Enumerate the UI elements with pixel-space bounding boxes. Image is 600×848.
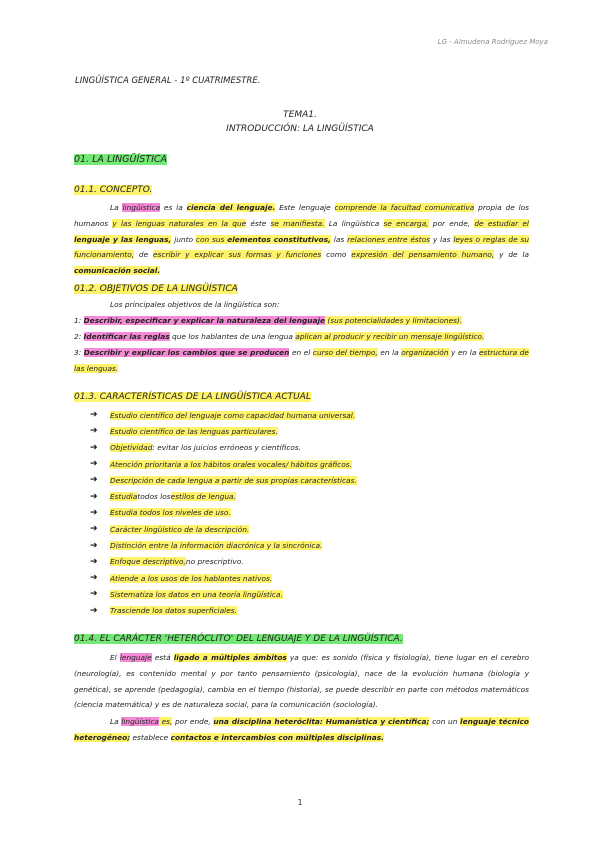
- characteristic-highlight: Atención prioritaria a los hábitos orales vocales/ hábitos gráficos.: [110, 459, 352, 469]
- text-run: en la: [377, 348, 402, 357]
- characteristic-item: [90, 586, 357, 602]
- objetivo-1: [74, 313, 529, 329]
- objetivo-3: [74, 345, 529, 377]
- text-run: elementos constitutivos,: [227, 234, 331, 244]
- text-run: El: [110, 653, 120, 662]
- arrow-icon: ➔: [90, 491, 98, 502]
- characteristic-highlight: Estudia todos los niveles de uso.: [110, 508, 231, 518]
- text-run: curso del tiempo,: [312, 348, 378, 357]
- characteristic-highlight: Descripción de cada lengua a partir de sus propias características.: [110, 475, 357, 485]
- text-run: éste: [246, 218, 271, 228]
- characteristic-highlight: Trasciende los datos superficiales.: [110, 606, 237, 616]
- text-run: propia de los humanos: [74, 203, 529, 228]
- text-run: en el: [289, 348, 313, 357]
- text-run: Describir y explicar los cambios que se producen: [83, 348, 290, 357]
- text-run: y de la: [494, 250, 529, 260]
- text-run: lingüística: [122, 203, 161, 212]
- heteroclito-paragraph-2: [74, 714, 529, 746]
- course-title: LINGÜÍSTICA GENERAL - 1º CUATRIMESTRE.: [75, 76, 261, 86]
- text-run: La lingüística: [324, 218, 384, 228]
- characteristic-item: [90, 521, 357, 537]
- characteristic-highlight: Estudio científico del lenguaje como capacidad humana universal.: [110, 410, 356, 420]
- objetivo-2: [74, 329, 529, 345]
- characteristic-text: todos los: [137, 492, 171, 502]
- text-run: y las lenguas naturales en la que: [112, 218, 247, 228]
- subsection-heading-objetivos: [74, 284, 238, 294]
- arrow-icon: ➔: [90, 573, 98, 584]
- text-run: una disciplina heteróclita: Humanística y científica;: [213, 717, 430, 726]
- tema-number: TEMA1.: [283, 110, 317, 120]
- text-run: con sus: [195, 234, 228, 244]
- arrow-icon: ➔: [90, 540, 98, 551]
- arrow-icon: ➔: [90, 410, 98, 421]
- text-run: lenguaje técnico heterogéneo;: [74, 717, 529, 742]
- text-run: leyes o reglas de su funcionamiento,: [74, 234, 530, 260]
- tema-title: INTRODUCCIÓN: LA LINGÜÍSTICA: [226, 124, 374, 134]
- characteristic-item: [90, 488, 357, 504]
- characteristic-highlight: Sistematiza los datos en una teoría lingüística.: [110, 589, 283, 599]
- text-run: que los hablantes de una lengua: [169, 332, 296, 341]
- text-run: 3:: [74, 348, 84, 357]
- arrow-icon: ➔: [90, 524, 98, 535]
- text-run: por ende,: [428, 218, 475, 228]
- characteristic-highlight: Estudia: [110, 492, 138, 502]
- text-run: Identificar las reglas: [83, 332, 170, 341]
- text-run: escribir y explicar sus formas y funciones: [153, 250, 322, 260]
- characteristic-item: [90, 603, 357, 619]
- text-run: ya que: es sonido (física y fisiología), tiene lugar en el cerebro (neurología), es contenido mental y por tanto pensamiento (psicología), nace de la evolución humana (biología y genética), se aprende (pedagogía), cambia en el tiempo (historia), se puede describir en parte con métodos matemáticos (ciencia matemática) y es de naturaleza social, para la comunicación (sociología).: [74, 653, 529, 710]
- subsection-heading-concepto: [74, 185, 152, 195]
- text-run: junto: [171, 234, 196, 244]
- arrow-icon: ➔: [90, 589, 98, 600]
- text-run: La: [110, 717, 122, 726]
- text-run: y en la: [448, 348, 479, 357]
- subsection-heading-text: 01.2. OBJETIVOS DE LA LINGÜÍSTICA: [74, 284, 238, 294]
- characteristic-item: [90, 440, 357, 456]
- text-run: como: [321, 250, 352, 260]
- characteristic-item: [90, 554, 357, 570]
- text-run: es,: [158, 717, 173, 726]
- text-run: contactos e intercambios con múltiples disciplinas.: [170, 732, 384, 742]
- text-run: organización: [401, 348, 449, 357]
- subsection-heading-text: 01.4. EL CARÁCTER 'HETERÓCLITO' DEL LENGUAJE Y DE LA LINGÜÍSTICA.: [74, 634, 403, 644]
- text-run: 2:: [74, 332, 84, 341]
- text-run: es la: [160, 203, 187, 212]
- characteristic-highlight: Carácter lingüístico de la descripción.: [110, 524, 250, 534]
- arrow-icon: ➔: [90, 605, 98, 616]
- text-run: establece: [130, 732, 171, 742]
- text-run: lenguaje y las lenguas,: [74, 234, 172, 244]
- text-run: Describir, especificar y explicar la naturaleza del lenguaje: [83, 316, 326, 325]
- text-run: comprende la facultad comunicativa: [334, 203, 475, 212]
- text-run: aplican al producir y recibir un mensaje lingüístico.: [295, 332, 485, 341]
- text-run: por ende,: [172, 717, 214, 726]
- characteristic-item: [90, 505, 357, 521]
- characteristic-highlight: Atiende a los usos de los hablantes nativos.: [110, 573, 273, 583]
- text-run: las: [330, 234, 348, 244]
- characteristic-highlight: Enfoque descriptivo,: [110, 557, 186, 567]
- author-header: LG - Almudena Rodríguez Moya: [437, 38, 548, 46]
- characteristic-item: [90, 407, 357, 423]
- subsection-heading-text: 01.1. CONCEPTO.: [74, 185, 153, 195]
- objetivos-intro: Los principales objetivos de la lingüística son:: [110, 300, 280, 309]
- text-run: lingüística: [121, 717, 159, 726]
- heteroclito-paragraph-1: [74, 650, 529, 713]
- arrow-icon: ➔: [90, 426, 98, 437]
- characteristic-item: [90, 537, 357, 553]
- text-run: lenguaje: [119, 653, 152, 662]
- subsection-heading-text: 01.3. CARACTERÍSTICAS DE LA LINGÜÍSTICA ACTUAL: [74, 392, 311, 402]
- characteristic-item: [90, 456, 357, 472]
- page-number: 1: [297, 798, 303, 807]
- characteristic-text: : evitar los juicios erróneos y científicos.: [152, 443, 302, 453]
- text-run: La: [110, 203, 123, 212]
- text-run: 1:: [74, 316, 84, 325]
- text-run: con un: [429, 717, 461, 726]
- text-run: Este lenguaje: [275, 203, 335, 212]
- characteristic-item: [90, 472, 357, 488]
- characteristic-highlight: estilos de lengua.: [170, 492, 236, 502]
- section-heading-text: 01. LA LINGÜÍSTICA: [74, 154, 168, 165]
- characteristic-highlight: Estudio científico de las lenguas particulares.: [110, 426, 278, 436]
- text-run: (sus potencialidades y limitaciones).: [325, 316, 463, 325]
- characteristic-item: [90, 423, 357, 439]
- subsection-heading-heteroclito: [74, 634, 403, 644]
- arrow-icon: ➔: [90, 442, 98, 453]
- text-run: comunicación social.: [74, 266, 161, 276]
- text-run: de: [134, 250, 153, 260]
- text-run: se encarga,: [383, 218, 429, 228]
- section-heading: [74, 154, 167, 165]
- text-run: ciencia del lenguaje.: [186, 203, 276, 212]
- text-run: está: [151, 653, 174, 662]
- characteristics-list: [90, 407, 357, 619]
- characteristic-text: no prescriptivo.: [185, 557, 244, 567]
- arrow-icon: ➔: [90, 459, 98, 470]
- text-run: relaciones entre éstos: [347, 234, 430, 244]
- text-run: de estudiar el: [474, 218, 529, 228]
- text-run: expresión del pensamiento humano,: [351, 250, 495, 260]
- text-run: estructura de las lenguas.: [74, 348, 529, 373]
- characteristic-highlight: Objetividad: [110, 443, 153, 453]
- concepto-paragraph: [74, 200, 529, 279]
- arrow-icon: ➔: [90, 556, 98, 567]
- subsection-heading-caracteristicas: [74, 392, 311, 402]
- text-run: se manifiesta.: [270, 218, 325, 228]
- arrow-icon: ➔: [90, 475, 98, 486]
- text-run: y las: [430, 234, 454, 244]
- characteristic-item: [90, 570, 357, 586]
- characteristic-highlight: Distinción entre la información diacrónica y la sincrónica.: [110, 541, 323, 551]
- arrow-icon: ➔: [90, 507, 98, 518]
- text-run: ligado a múltiples ámbitos: [173, 653, 287, 662]
